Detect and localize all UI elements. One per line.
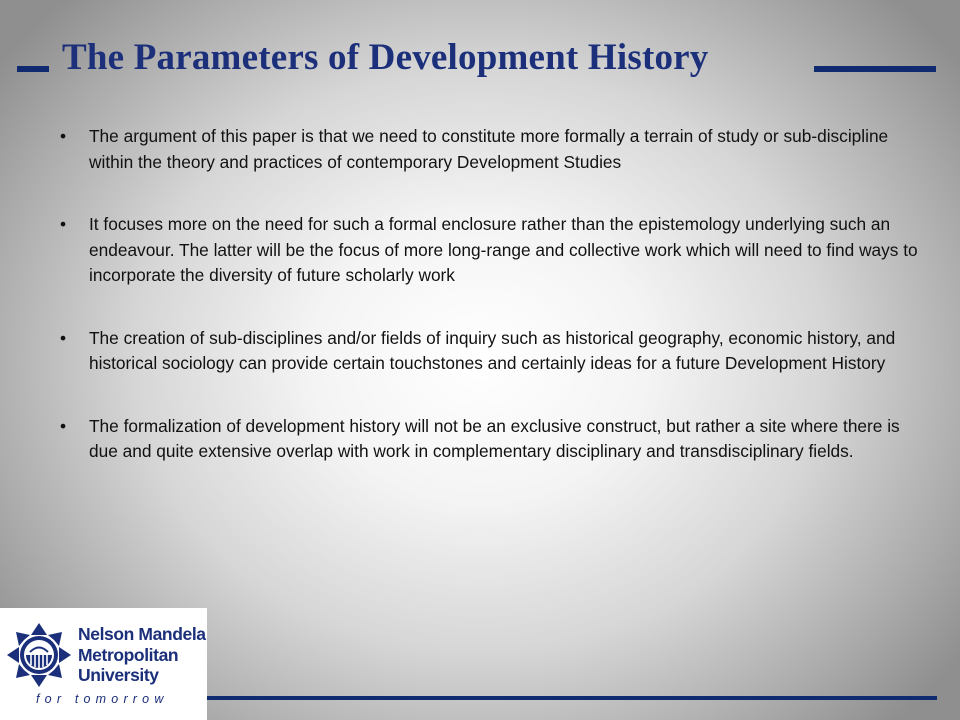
bullet-item xyxy=(60,414,920,465)
bullet-list xyxy=(60,124,920,502)
footer-divider xyxy=(207,696,937,700)
slide-title: The Parameters of Development History xyxy=(62,37,709,78)
bullet-marker: • xyxy=(60,327,67,348)
university-name: Nelson Mandela Metropolitan University xyxy=(78,624,206,685)
bullet-marker: • xyxy=(60,214,67,234)
bullet-text: The creation of sub-disciplines and/or fields of inquiry such as historical geography, economic history, and historical sociology can provide certain touchstones and certainly ideas for a future Development History xyxy=(89,327,896,373)
bullet-marker: • xyxy=(60,415,67,436)
title-decoration-right xyxy=(814,66,936,72)
bullet-item xyxy=(60,124,920,175)
university-tagline: for tomorrow xyxy=(36,692,169,706)
bullet-text: The argument of this paper is that we need to constitute more formally a terrain of study or sub-discipline within the theory and practices of contemporary Development Studies xyxy=(89,126,889,172)
university-emblem-icon xyxy=(6,622,72,688)
title-decoration-left xyxy=(17,66,49,72)
bullet-marker: • xyxy=(60,126,67,146)
bullet-item xyxy=(60,212,920,289)
bullet-text: It focuses more on the need for such a formal enclosure rather than the epistemology underlying such an endeavour. The latter will be the focus of more long-range and collective work which will need to find ways to incorporate the diversity of future scholarly work xyxy=(89,214,918,285)
university-logo xyxy=(0,608,207,720)
bullet-text: The formalization of development history will not be an exclusive construct, but rather a site where there is due and quite extensive overlap with work in complementary disciplinary and transdisciplinary fields. xyxy=(89,415,900,461)
bullet-item xyxy=(60,326,920,377)
